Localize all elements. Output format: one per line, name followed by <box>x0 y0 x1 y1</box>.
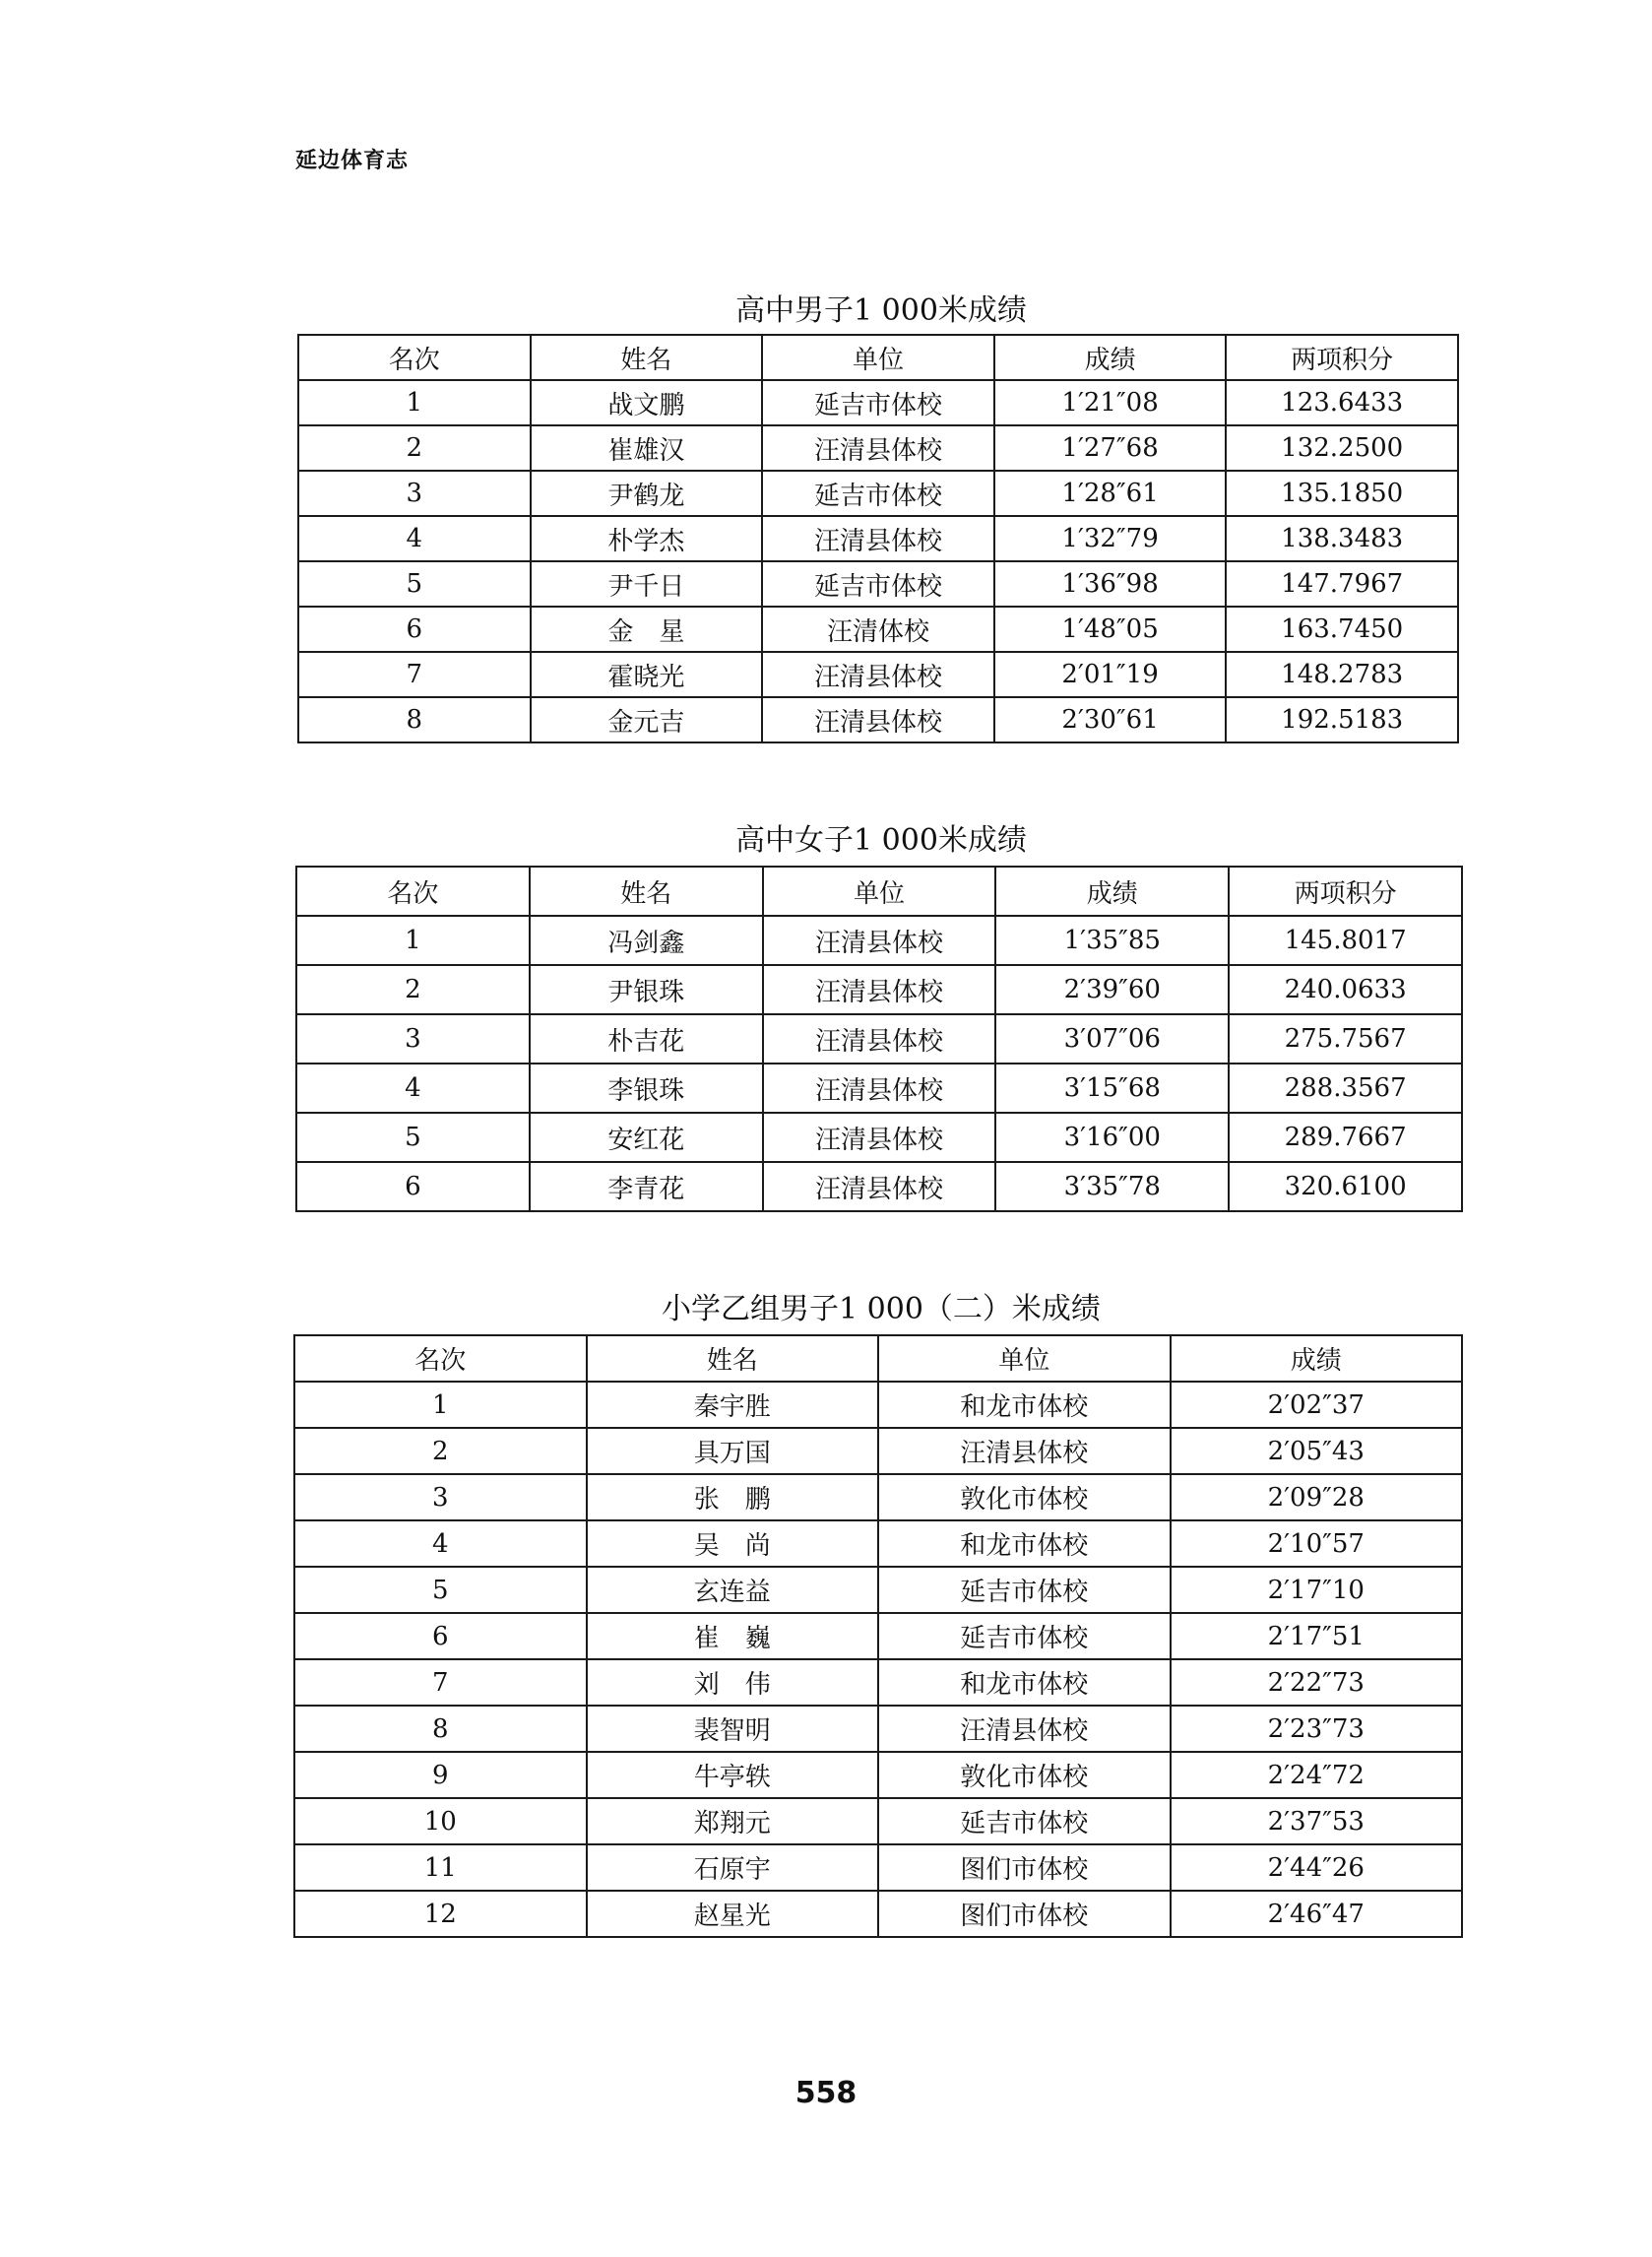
results-table-high-school-girls <box>295 866 1463 1212</box>
table-body <box>294 1382 1462 1937</box>
unit-cell: 图们市体校 <box>878 1844 1171 1891</box>
rank-cell: 10 <box>294 1798 587 1844</box>
table-row <box>298 471 1458 516</box>
column-header: 单位 <box>763 867 996 916</box>
column-header: 成绩 <box>995 867 1229 916</box>
points-cell: 148.2783 <box>1226 652 1458 697</box>
table-row <box>294 1520 1462 1567</box>
result-cell: 1′48″05 <box>994 607 1227 652</box>
name-cell: 李青花 <box>530 1162 763 1211</box>
column-header: 两项积分 <box>1229 867 1462 916</box>
rank-cell: 4 <box>294 1520 587 1567</box>
result-cell: 2′22″73 <box>1171 1659 1463 1706</box>
table-header <box>298 335 1458 380</box>
unit-cell: 和龙市体校 <box>878 1382 1171 1428</box>
name-cell: 郑翔元 <box>587 1798 879 1844</box>
table-row <box>296 1014 1462 1064</box>
header-row <box>294 1335 1462 1382</box>
result-cell: 1′27″68 <box>994 425 1227 471</box>
table-title-high-school-boys: 高中男子1 000米成绩 <box>735 293 1027 328</box>
rank-cell: 7 <box>294 1659 587 1706</box>
rank-cell: 2 <box>296 965 530 1014</box>
results-table-high-school-boys <box>297 334 1459 743</box>
rank-cell: 1 <box>294 1382 587 1428</box>
table-row <box>294 1798 1462 1844</box>
name-cell: 秦宇胜 <box>587 1382 879 1428</box>
unit-cell: 汪清体校 <box>762 607 994 652</box>
results-table-primary-group-b-boys <box>293 1334 1463 1938</box>
table-row <box>294 1567 1462 1613</box>
rank-cell: 3 <box>294 1474 587 1520</box>
table-row <box>296 1064 1462 1113</box>
result-cell: 3′15″68 <box>995 1064 1229 1113</box>
page-number: 558 <box>794 2076 858 2110</box>
unit-cell: 汪清县体校 <box>762 425 994 471</box>
table-row <box>294 1752 1462 1798</box>
rank-cell: 9 <box>294 1752 587 1798</box>
name-cell: 崔 巍 <box>587 1613 879 1659</box>
name-cell: 尹鹤龙 <box>531 471 763 516</box>
result-cell: 3′35″78 <box>995 1162 1229 1211</box>
column-header: 单位 <box>878 1335 1171 1382</box>
unit-cell: 和龙市体校 <box>878 1520 1171 1567</box>
points-cell: 163.7450 <box>1226 607 1458 652</box>
table-row <box>294 1844 1462 1891</box>
table-row <box>294 1891 1462 1937</box>
unit-cell: 延吉市体校 <box>878 1798 1171 1844</box>
name-cell: 李银珠 <box>530 1064 763 1113</box>
unit-cell: 延吉市体校 <box>762 471 994 516</box>
table-body <box>296 916 1462 1211</box>
rank-cell: 6 <box>294 1613 587 1659</box>
header-row <box>298 335 1458 380</box>
table-row <box>298 607 1458 652</box>
rank-cell: 5 <box>294 1567 587 1613</box>
name-cell: 吴 尚 <box>587 1520 879 1567</box>
column-header: 成绩 <box>994 335 1227 380</box>
points-cell: 138.3483 <box>1226 516 1458 561</box>
result-cell: 2′46″47 <box>1171 1891 1463 1937</box>
unit-cell: 汪清县体校 <box>763 1113 996 1162</box>
unit-cell: 汪清县体校 <box>763 1014 996 1064</box>
rank-cell: 2 <box>298 425 531 471</box>
table-row <box>294 1706 1462 1752</box>
name-cell: 具万国 <box>587 1428 879 1474</box>
result-cell: 2′37″53 <box>1171 1798 1463 1844</box>
result-cell: 2′17″10 <box>1171 1567 1463 1613</box>
name-cell: 尹千日 <box>531 561 763 607</box>
unit-cell: 延吉市体校 <box>878 1613 1171 1659</box>
result-cell: 3′07″06 <box>995 1014 1229 1064</box>
result-cell: 2′24″72 <box>1171 1752 1463 1798</box>
table-row <box>298 697 1458 742</box>
result-cell: 2′30″61 <box>994 697 1227 742</box>
table-row <box>296 1162 1462 1211</box>
rank-cell: 5 <box>296 1113 530 1162</box>
rank-cell: 7 <box>298 652 531 697</box>
unit-cell: 汪清县体校 <box>762 697 994 742</box>
name-cell: 石原宇 <box>587 1844 879 1891</box>
table-header <box>296 867 1462 916</box>
result-cell: 2′01″19 <box>994 652 1227 697</box>
unit-cell: 和龙市体校 <box>878 1659 1171 1706</box>
result-cell: 2′44″26 <box>1171 1844 1463 1891</box>
points-cell: 145.8017 <box>1229 916 1462 965</box>
result-cell: 3′16″00 <box>995 1113 1229 1162</box>
unit-cell: 汪清县体校 <box>763 1064 996 1113</box>
rank-cell: 6 <box>298 607 531 652</box>
column-header: 名次 <box>294 1335 587 1382</box>
unit-cell: 汪清县体校 <box>763 1162 996 1211</box>
result-cell: 2′23″73 <box>1171 1706 1463 1752</box>
table-row <box>298 561 1458 607</box>
name-cell: 牛亭轶 <box>587 1752 879 1798</box>
rank-cell: 4 <box>296 1064 530 1113</box>
points-cell: 135.1850 <box>1226 471 1458 516</box>
name-cell: 霍晓光 <box>531 652 763 697</box>
name-cell: 金 星 <box>531 607 763 652</box>
name-cell: 金元吉 <box>531 697 763 742</box>
result-cell: 2′17″51 <box>1171 1613 1463 1659</box>
name-cell: 赵星光 <box>587 1891 879 1937</box>
points-cell: 275.7567 <box>1229 1014 1462 1064</box>
result-cell: 1′21″08 <box>994 380 1227 425</box>
table-row <box>298 425 1458 471</box>
table-body <box>298 380 1458 742</box>
result-cell: 1′35″85 <box>995 916 1229 965</box>
table-row <box>294 1474 1462 1520</box>
result-cell: 1′36″98 <box>994 561 1227 607</box>
unit-cell: 汪清县体校 <box>763 965 996 1014</box>
table-row <box>294 1613 1462 1659</box>
rank-cell: 1 <box>296 916 530 965</box>
rank-cell: 2 <box>294 1428 587 1474</box>
points-cell: 240.0633 <box>1229 965 1462 1014</box>
column-header: 姓名 <box>530 867 763 916</box>
rank-cell: 8 <box>294 1706 587 1752</box>
table-row <box>294 1382 1462 1428</box>
rank-cell: 1 <box>298 380 531 425</box>
column-header: 单位 <box>762 335 994 380</box>
unit-cell: 敦化市体校 <box>878 1474 1171 1520</box>
rank-cell: 4 <box>298 516 531 561</box>
table-row <box>296 916 1462 965</box>
table-row <box>298 516 1458 561</box>
points-cell: 320.6100 <box>1229 1162 1462 1211</box>
name-cell: 尹银珠 <box>530 965 763 1014</box>
table-row <box>294 1659 1462 1706</box>
column-header: 两项积分 <box>1226 335 1458 380</box>
unit-cell: 延吉市体校 <box>762 561 994 607</box>
rank-cell: 11 <box>294 1844 587 1891</box>
table-row <box>296 965 1462 1014</box>
unit-cell: 汪清县体校 <box>763 916 996 965</box>
unit-cell: 延吉市体校 <box>878 1567 1171 1613</box>
result-cell: 2′09″28 <box>1171 1474 1463 1520</box>
rank-cell: 8 <box>298 697 531 742</box>
unit-cell: 敦化市体校 <box>878 1752 1171 1798</box>
points-cell: 192.5183 <box>1226 697 1458 742</box>
result-cell: 2′39″60 <box>995 965 1229 1014</box>
rank-cell: 5 <box>298 561 531 607</box>
name-cell: 战文鹏 <box>531 380 763 425</box>
rank-cell: 3 <box>296 1014 530 1064</box>
result-cell: 2′10″57 <box>1171 1520 1463 1567</box>
column-header: 成绩 <box>1171 1335 1463 1382</box>
name-cell: 朴学杰 <box>531 516 763 561</box>
name-cell: 崔雄汉 <box>531 425 763 471</box>
unit-cell: 汪清县体校 <box>878 1706 1171 1752</box>
table-title-high-school-girls: 高中女子1 000米成绩 <box>735 823 1027 858</box>
unit-cell: 延吉市体校 <box>762 380 994 425</box>
name-cell: 朴吉花 <box>530 1014 763 1064</box>
table-title-primary-group-b-boys: 小学乙组男子1 000（二）米成绩 <box>662 1292 1101 1326</box>
table-row <box>298 380 1458 425</box>
rank-cell: 3 <box>298 471 531 516</box>
column-header: 姓名 <box>587 1335 879 1382</box>
points-cell: 123.6433 <box>1226 380 1458 425</box>
result-cell: 1′32″79 <box>994 516 1227 561</box>
name-cell: 张 鹏 <box>587 1474 879 1520</box>
name-cell: 冯剑鑫 <box>530 916 763 965</box>
result-cell: 2′02″37 <box>1171 1382 1463 1428</box>
running-header: 延边体育志 <box>295 149 410 173</box>
table-row <box>298 652 1458 697</box>
result-cell: 2′05″43 <box>1171 1428 1463 1474</box>
name-cell: 刘 伟 <box>587 1659 879 1706</box>
rank-cell: 12 <box>294 1891 587 1937</box>
column-header: 名次 <box>296 867 530 916</box>
name-cell: 裴智明 <box>587 1706 879 1752</box>
unit-cell: 图们市体校 <box>878 1891 1171 1937</box>
points-cell: 288.3567 <box>1229 1064 1462 1113</box>
unit-cell: 汪清县体校 <box>878 1428 1171 1474</box>
rank-cell: 6 <box>296 1162 530 1211</box>
table-header <box>294 1335 1462 1382</box>
column-header: 姓名 <box>531 335 763 380</box>
header-row <box>296 867 1462 916</box>
column-header: 名次 <box>298 335 531 380</box>
name-cell: 玄连益 <box>587 1567 879 1613</box>
points-cell: 132.2500 <box>1226 425 1458 471</box>
name-cell: 安红花 <box>530 1113 763 1162</box>
points-cell: 289.7667 <box>1229 1113 1462 1162</box>
unit-cell: 汪清县体校 <box>762 652 994 697</box>
result-cell: 1′28″61 <box>994 471 1227 516</box>
table-row <box>296 1113 1462 1162</box>
unit-cell: 汪清县体校 <box>762 516 994 561</box>
table-row <box>294 1428 1462 1474</box>
points-cell: 147.7967 <box>1226 561 1458 607</box>
